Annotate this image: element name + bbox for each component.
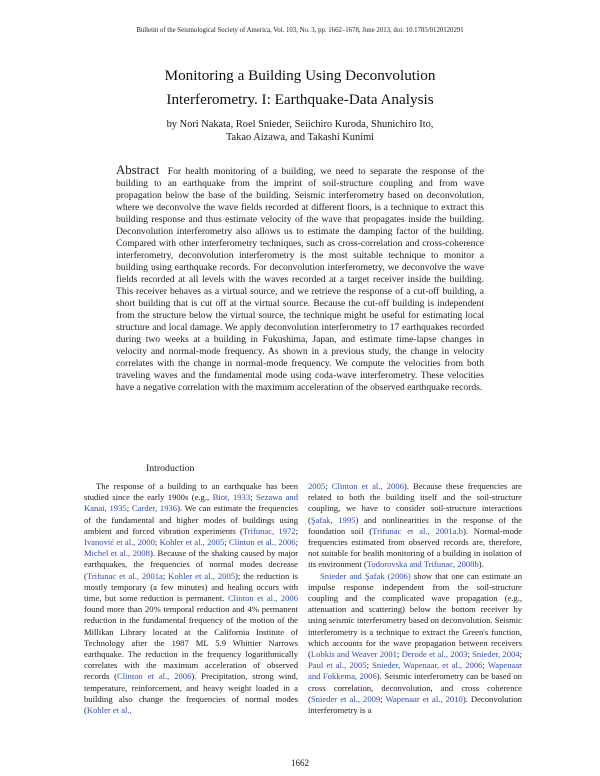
abstract [116, 164, 484, 394]
citation-link[interactable]: Paul et al., 2005 [308, 660, 367, 671]
paper-title [0, 64, 600, 112]
citation-link[interactable]: Wapenaar and Fokkema, 2006 [308, 660, 522, 682]
text-span: ; [482, 660, 485, 671]
text-span: ). We can estimate the frequencies of the fundamental and higher modes of buildings using ambient and forced vibration experiments ( [84, 503, 298, 536]
journal-header: Bulletin of the Seismological Society of America, Vol. 103, No. 3, pp. 1662–1678, June 2013, doi: 10.1785/0120120291 [136, 27, 464, 34]
citation-link[interactable]: Snieder, 2004 [472, 649, 520, 660]
citation-link[interactable]: Carder, 1936 [131, 503, 178, 514]
citation-link[interactable]: Trifunac et al., 2001a,b [372, 525, 463, 536]
text-span: ). Seismic interferometry can be based on cross correlation, deconvolution, and cross coherence ( [308, 671, 522, 704]
citation-link[interactable]: Sezawa and Kanai, 1935 [84, 492, 299, 514]
text-span: ; [366, 660, 369, 671]
citation-link[interactable]: Ivanović et al., 2000 [84, 537, 155, 548]
text-span: ; [224, 537, 227, 548]
citation-link[interactable]: Clinton et al., 2006 [227, 593, 298, 604]
text-span: ) and nonlinearities in the response of the foundation soil ( [308, 514, 522, 536]
text-span: ; [396, 649, 400, 660]
text-span: ). Deconvolution interferometry is a [308, 693, 522, 716]
page-number: 1662 [291, 758, 309, 768]
citation-link[interactable]: Kohler et al., 2005 [168, 570, 236, 581]
citation-link[interactable]: Trifunac, 1972 [242, 525, 296, 536]
text-span: show that one can estimate an impulse response independent from the soil-structure coupling and the complicated wave propagation (e.g., attenuation and scattering) below the bottom receiver by using seismic interferometry based on deconvolution. Seismic interferometry is a technique to extract the Green's function, which accounts for the wave propagation between receivers ( [308, 570, 522, 660]
text-span: The response of a building to an earthquake has been studied since the early 1900s (e.g., [84, 481, 298, 503]
citation-link[interactable]: Lobkis and Weaver 2001 [310, 649, 397, 660]
citation-link[interactable]: Clinton et al., 2006 [117, 671, 192, 682]
text-span: ). Because these frequencies are related to both the building itself and the soil-structure coupling, we have to consider soil-structure interactions ( [308, 481, 522, 525]
abstract-text: For health monitoring of a building, we need to separate the response of the building to an earthquake from the imprint of soil-structure coupling and from wave propagation below the base of the building. Seismic interferometry based on deconvolution, where we deconvolve the wave fields recorded at different floors, is a technique to extract this building response and thus estimate velocity of the wave that propagates inside the building. Deconvolution interferometry also allows us to estimate the damping factor of the building. Compared with other interferometry techniques, such as cross-correlation and cross-coherence interferometry, deconvolution interferometry is the most suitable technique to monitor a building using earthquake records. For deconvolution interferometry, we deconvolve the wave fields recorded at all levels with the waves recorded at a target receiver inside the building. This receiver behaves as a virtual source, and we retrieve the response of a cut-off building, a short building that is cut off at the virtual source. Because the cut-off building is independent from the structure below the virtual source, the technique might be useful for estimating local structure and local damage. We apply deconvolution interferometry to 17 earthquakes recorded during two weeks at a building in Fukushima, Japan, and estimate time-lapse changes in velocity and normal-mode frequency. As shown in a previous study, the change in velocity correlates with the change in normal-mode frequency. We compute the velocities from both traveling waves and the fundamental mode using coda-wave interferometry. These velocities have a negative correlation with the maximum acceleration of the observed earthquake records. [116, 166, 484, 393]
text-span: ; [295, 537, 298, 548]
citation-link[interactable]: Biot, 1933 [212, 492, 251, 503]
intro-paragraph-2 [308, 571, 522, 717]
intro-paragraph-1-cont [308, 481, 522, 571]
citation-link[interactable]: Kohler et al., [86, 705, 132, 716]
introduction-heading: Introduction [146, 463, 195, 474]
authors-line-2: Takao Aizawa, and Takashi Kunimi [225, 132, 375, 144]
text-span: ; [162, 570, 166, 581]
text-span: ). Normal-mode frequencies estimated from observed records are, therefore, not suitable for health monitoring of a building in isolation of its environment ( [308, 525, 522, 570]
citation-link[interactable]: Şafak, 1995 [310, 514, 356, 525]
citation-link[interactable]: Snieder et al., 2009 [310, 693, 381, 704]
citation-link[interactable]: Trifunac et al., 2001a [86, 570, 163, 581]
text-span: ; [467, 649, 470, 660]
citation-link[interactable]: Todorovska and Trifunac, 2008b [366, 559, 479, 570]
text-span: ); the reduction is mostly temporary (a few minutes) and healing occurs with time, but some reduction is permanent. [84, 570, 298, 604]
text-span: ; [519, 649, 522, 660]
citation-link[interactable]: Snieder, Wapenaar, et al., 2006 [372, 660, 483, 671]
citation-link[interactable]: Derode et al., 2003 [401, 649, 468, 660]
text-span: ; [250, 492, 253, 503]
citation-link[interactable]: Kohler et al., 2005 [159, 537, 225, 548]
right-column [308, 481, 522, 716]
citation-link[interactable]: Clinton et al., 2006 [228, 537, 296, 548]
citation-link[interactable]: 2005 [308, 481, 326, 491]
text-span: found more than 20% temporal reduction and 4% permanent reduction in the fundamental frequency of the motion of the Millikan Library located at the California Institute of Technology after the 1987 ML 5.9 Whittier Narrows earthquake. The reduction in the frequency logarithmically correlates with the maximum acceleration of observed records ( [84, 604, 298, 682]
text-span: ; [154, 537, 158, 548]
text-span: ; [295, 525, 298, 536]
title-line-2: Interferometry. I: Earthquake-Data Analysis [166, 91, 434, 108]
text-span: ). Because of the shaking caused by major earthquakes, the frequencies of normal modes decrease ( [84, 548, 298, 581]
authors-line-1: by Nori Nakata, Roel Snieder, Seiichiro Kuroda, Shunichiro Ito, [166, 119, 434, 130]
intro-paragraph-1 [84, 481, 298, 716]
text-span: ; [325, 481, 328, 491]
author-list [0, 118, 600, 144]
text-span: ). Precipitation, strong wind, temperature, reinforcement, and heavy weight loaded in a building also change the frequencies of normal modes ( [84, 671, 298, 716]
text-span: ; [126, 503, 130, 514]
text-span: ). [478, 559, 484, 570]
left-column [84, 481, 298, 716]
citation-link[interactable]: Michel et al., 2008 [84, 548, 150, 559]
citation-link[interactable]: Clinton et al., 2006 [331, 481, 404, 491]
citation-link[interactable]: Wapenaar et al., 2010 [385, 693, 463, 704]
abstract-heading: Abstract [116, 163, 160, 177]
citation-link[interactable]: Snieder and Şafak (2006) [320, 570, 411, 581]
text-span: ; [380, 693, 383, 704]
title-line-1: Monitoring a Building Using Deconvolution [164, 67, 436, 84]
